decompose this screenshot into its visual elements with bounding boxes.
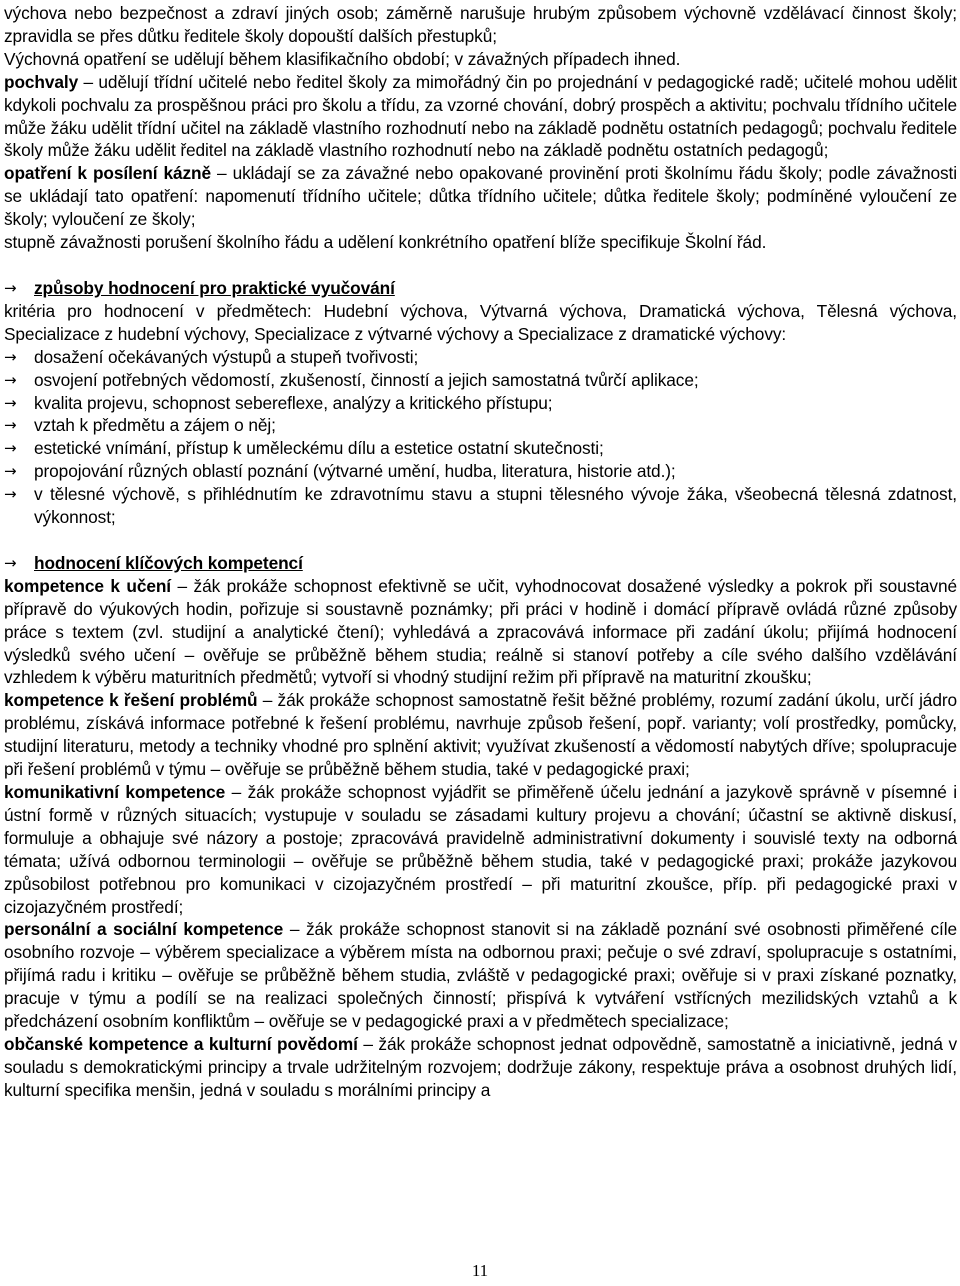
pochvaly-term: pochvaly (4, 71, 79, 92)
competence-term: občanské kompetence a kulturní povědomí (4, 1033, 358, 1054)
arrow-icon: → (4, 347, 17, 366)
arrow-icon: → (4, 462, 17, 481)
competence-paragraph (4, 918, 957, 1033)
intro-paragraph-2: Výchovná opatření se udělují během klasifikačního období; v závažných případech ihned. (4, 48, 681, 69)
page-number: 11 (471, 1261, 489, 1280)
competence-term: personální a sociální kompetence (4, 919, 284, 940)
criteria-item-text: propojování různých oblastí poznání (výtvarné umění, hudba, literatura, historie atd.); (34, 461, 676, 482)
pochvaly-text: – udělují třídní učitelé nebo ředitel školy za mimořádný čin po projednání v pedagogické radě; učitelé mohou udělit kdykoli pochvalu za prospěšnou práci pro školu a třídu, za vzorné chování, dobrý prospěch a aktivitu; pochvalu třídního učitele může žáku udělit třídní učitel na základě vlastního rozhodnutí nebo na základě podnětu ostatních pedagogů; pochvalu ředitele školy může žáku udělit ředitel na základě vlastního rozhodnutí nebo na základě podnětu ostatních pedagogů; (4, 71, 957, 161)
criteria-item-text: vztah k předmětu a zájem o něj; (34, 415, 276, 436)
criteria-item (4, 437, 957, 460)
criteria-item-text: osvojení potřebných vědomostí, zkušeností, činností a jejich samostatná tvůrčí aplikace; (34, 369, 699, 390)
opatreni-term: opatření k posílení kázně (4, 163, 211, 184)
competence-paragraph (4, 575, 957, 690)
competence-text: – žák prokáže schopnost stanovit si na základě poznání své osobnosti přiměřené cíle osobního rozvoje – výběrem specializace a výběrem místa na odbornou praxi; pečuje o své zdraví, spolupracuje s ostatními, přijímá radu i kritiku – ověřuje se průběžně během studia, zvláště v pedagogické praxi; ověřuje si v praxi získané poznatky, pracuje v týmu a podílí se na realizaci společných činností; přispívá k vytváření vstřícných mezilidských vztahů a k předcházení osobním konfliktům – ověřuje se v pedagogické praxi a v předmětech specializace; (4, 919, 957, 1032)
competence-text: – žák prokáže schopnost jednat odpovědně, samostatně a iniciativně, jedná v souladu s demokratickými principy a trvale udržitelným rozvojem; dodržuje zákony, respektuje práva a osobnost druhých lidí, kulturní specifika menšin, jedná v souladu s morálními principy a (4, 1033, 957, 1100)
criteria-item (4, 460, 957, 483)
opatreni-paragraph (4, 162, 957, 231)
competence-text: – žák prokáže schopnost samostatně řešit běžné problémy, rozumí zadání úkolu, určí jádro problému, získává informace potřebné k řešení problému, navrhuje způsob řešení, popř. varianty; volí prostředky, pomůcky, studijní literaturu, metody a techniky vhodné pro splnění aktivit; využívat zkušeností a vědomostí nabytých dříve; spolupracuje při řešení problémů v týmu – ověřuje se průběžně během studia, také v pedagogické praxi; (4, 690, 957, 780)
arrow-icon: → (4, 278, 17, 297)
intro-paragraph-1: výchova nebo bezpečnost a zdraví jiných osob; záměrně narušuje hrubým způsobem výchovně vzdělávací činnost školy; zpravidla se přes důtku ředitele školy dopouští dalších přestupků; (4, 3, 957, 46)
arrow-icon: → (4, 439, 17, 458)
spacer (4, 254, 957, 277)
competence-term: kompetence k řešení problémů (4, 690, 258, 711)
criteria-item (4, 369, 957, 392)
section1-intro: kritéria pro hodnocení v předmětech: Hudební výchova, Výtvarná výchova, Dramatická výchova, Tělesná výchova, Specializace z hudební výchovy, Specializace z výtvarné výchovy a Specializace z dramatické výchovy: (4, 300, 957, 344)
arrow-icon: → (4, 416, 17, 435)
section1-heading: způsoby hodnocení pro praktické vyučování (34, 277, 395, 298)
arrow-icon: → (4, 393, 17, 412)
criteria-item-text: v tělesné výchově, s přihlédnutím ke zdravotnímu stavu a stupni tělesného vývoje žáka, všeobecná tělesná zdatnost, výkonnost; (34, 484, 957, 528)
competence-paragraph (4, 781, 957, 918)
competence-paragraph (4, 1033, 957, 1102)
competence-paragraph (4, 689, 957, 781)
pochvaly-paragraph (4, 71, 957, 163)
section2-heading-row (4, 552, 957, 575)
criteria-item-text: estetické vnímání, přístup k uměleckému dílu a estetice ostatní skutečnosti; (34, 438, 604, 459)
document-page (4, 2, 957, 1102)
section1-heading-row (4, 277, 957, 300)
spacer (4, 529, 957, 552)
section2-heading: hodnocení klíčových kompetencí (34, 552, 303, 573)
opatreni-text: – ukládají se za závažné nebo opakované provinění proti školnímu řádu školy; podle závažnosti se ukládají tato opatření: napomenutí třídního učitele; důtka třídního učitele; důtka ředitele školy; podmíněné vyloučení ze školy; vyloučení ze školy; (4, 163, 957, 230)
competence-text: – žák prokáže schopnost vyjádřit se přiměřeně účelu jednání a jazykově správně v písemné i ústní formě v různých situacích; vystupuje v souladu se zásadami kultury projevu a chování; účastní se aktivně diskusí, formuluje a obhajuje své názory a postoje; zpracovává pravidelně administrativní dokumenty i souvislé texty na odborná témata; užívá odbornou terminologii – ověřuje se průběžně během studia, také v pedagogické praxi; prokáže jazykovou způsobilost potřebnou pro komunikaci v cizojazyčném prostředí – při maturitní zkoušce, příp. při pedagogické praxi v cizojazyčném prostředí; (4, 782, 957, 917)
criteria-item (4, 414, 957, 437)
arrow-icon: → (4, 485, 17, 504)
criteria-item (4, 346, 957, 369)
arrow-icon: → (4, 370, 17, 389)
competence-text: – žák prokáže schopnost efektivně se učit, vyhodnocovat dosažené výsledky a pokrok při soustavné přípravě do výukových hodin, pořizuje si soustavně poznámky; při práci v hodině i domácí přípravě ovládá různé způsoby práce s textem (zvl. studijní a analytické čtení); vyhledává a zpracovává informace při zadání úkolu; přijímá hodnocení výsledků svého učení – ověřuje se průběžně během studia; reálně si stanoví potřeby a cíle svého dalšího vzdělávání vzhledem k výběru maturitních předmětů; vytvoří si vhodný studijní režim při přípravě na maturitní zkoušku; (4, 575, 957, 688)
criteria-item (4, 392, 957, 415)
criteria-item (4, 483, 957, 529)
criteria-list (4, 346, 957, 529)
criteria-item-text: dosažení očekávaných výstupů a stupeň tvořivosti; (34, 346, 419, 367)
competence-term: komunikativní kompetence (4, 782, 226, 802)
competence-term: kompetence k učení (4, 575, 172, 596)
criteria-item-text: kvalita projevu, schopnost sebereflexe, analýzy a kritického přístupu; (34, 392, 553, 413)
arrow-icon: → (4, 553, 17, 572)
stupne-paragraph: stupně závažnosti porušení školního řádu a udělení konkrétního opatření blíže specifikuje Školní řád. (4, 232, 767, 253)
competence-list (4, 575, 957, 1102)
